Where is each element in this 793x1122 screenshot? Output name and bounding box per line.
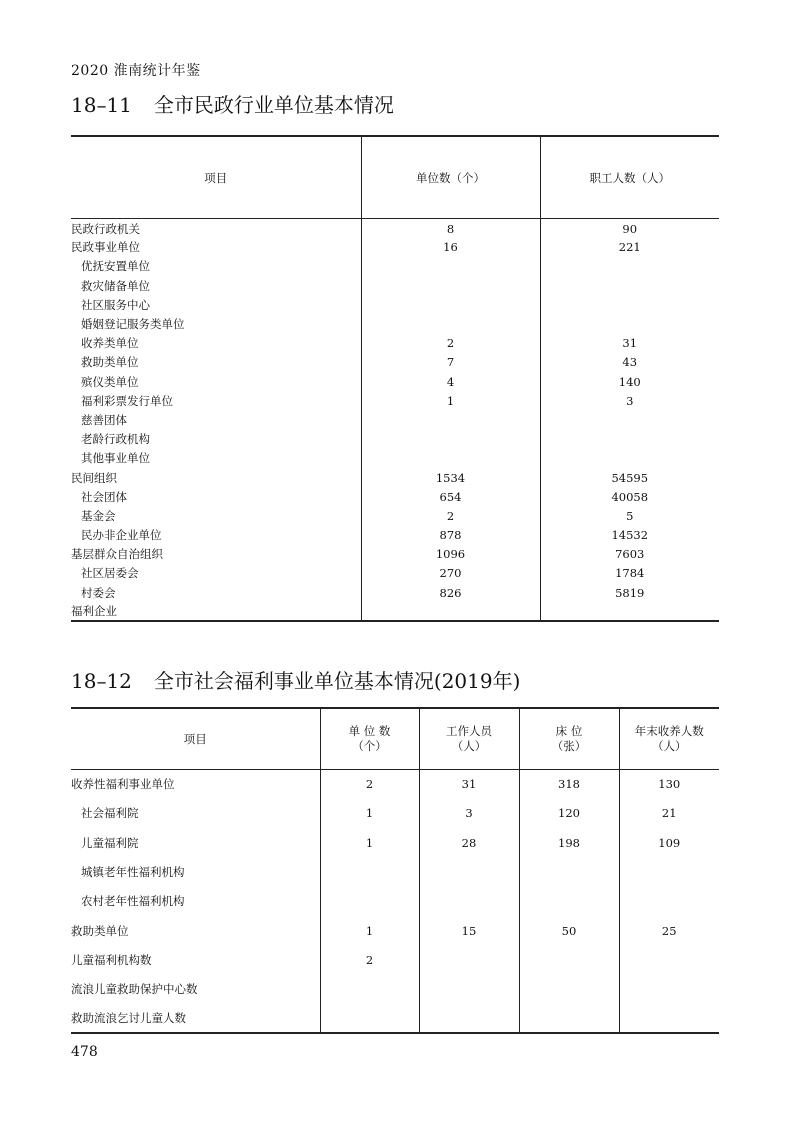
table2-header-item-line1: 项目: [183, 731, 207, 746]
beds-cell: [519, 1004, 619, 1033]
units-cell: [320, 975, 419, 1004]
row-label: 民间组织: [71, 470, 117, 485]
table2: [71, 707, 719, 1034]
staff-cell: 54595: [540, 468, 719, 487]
staff-cell: 14532: [540, 526, 719, 545]
units-cell: 2: [361, 334, 540, 353]
units-cell: [361, 430, 540, 449]
table1-row: [71, 353, 719, 372]
row-label: 社区居委会: [81, 566, 139, 581]
staff-cell: [419, 1004, 519, 1033]
staff-cell: 40058: [540, 487, 719, 506]
table1-title: [71, 89, 394, 118]
units-cell: [320, 1004, 419, 1033]
staff-cell: 28: [419, 828, 519, 857]
units-cell: 8: [361, 219, 540, 238]
row-label: 基层群众自治组织: [71, 547, 163, 562]
table2-header-units: [320, 708, 419, 770]
table1-row: [71, 295, 719, 314]
staff-cell: 5: [540, 506, 719, 525]
beds-cell: [519, 945, 619, 974]
row-label: 民政行政机关: [71, 222, 140, 237]
units-cell: 1: [320, 916, 419, 945]
units-cell: [361, 410, 540, 429]
units-cell: 1: [320, 828, 419, 857]
staff-cell: 221: [540, 238, 719, 257]
units-cell: 4: [361, 372, 540, 391]
residents-cell: [619, 1004, 719, 1033]
beds-cell: [519, 857, 619, 886]
beds-cell: [519, 975, 619, 1004]
staff-cell: 5819: [540, 583, 719, 602]
units-cell: 270: [361, 564, 540, 583]
staff-cell: [540, 410, 719, 429]
table2-body: [71, 770, 719, 1034]
staff-cell: [540, 314, 719, 333]
row-label: 流浪儿童救助保护中心数: [71, 982, 198, 997]
table1-header-item: 项目: [71, 136, 361, 219]
residents-cell: [619, 887, 719, 916]
table2-header-beds-line2: （张）: [551, 739, 587, 753]
staff-cell: 3: [419, 799, 519, 828]
row-label: 社区服务中心: [81, 297, 150, 312]
table1-row: [71, 219, 719, 238]
staff-cell: 3: [540, 391, 719, 410]
row-label: 儿童福利院: [81, 835, 139, 850]
row-label: 收养类单位: [81, 336, 139, 351]
table2-header-row: [71, 708, 719, 770]
residents-cell: [619, 945, 719, 974]
units-cell: [320, 887, 419, 916]
beds-cell: 120: [519, 799, 619, 828]
table1-row: [71, 545, 719, 564]
row-label: 救助流浪乞讨儿童人数: [71, 1011, 186, 1026]
row-label: 农村老年性福利机构: [81, 894, 185, 909]
table2-header-staff-line1: 工作人员: [446, 724, 492, 738]
staff-cell: 90: [540, 219, 719, 238]
table1-row: [71, 314, 719, 333]
row-label: 殡仪类单位: [81, 374, 139, 389]
row-label: 民政事业单位: [71, 240, 140, 255]
table2-row: [71, 916, 719, 945]
table1-row: [71, 526, 719, 545]
page-number: 478: [71, 1044, 98, 1060]
staff-cell: [419, 857, 519, 886]
units-cell: 1534: [361, 468, 540, 487]
table1: [71, 135, 719, 622]
table1-row: [71, 276, 719, 295]
table1-row: [71, 238, 719, 257]
residents-cell: 109: [619, 828, 719, 857]
units-cell: [320, 857, 419, 886]
row-label: 老龄行政机构: [81, 432, 150, 447]
table1-body: [71, 219, 719, 622]
table1-row: [71, 468, 719, 487]
staff-cell: [540, 276, 719, 295]
staff-cell: 15: [419, 916, 519, 945]
units-cell: 7: [361, 353, 540, 372]
row-label: 社会团体: [81, 489, 127, 504]
staff-cell: 31: [419, 770, 519, 799]
staff-cell: 140: [540, 372, 719, 391]
table2-header-units-line2: （个）: [352, 739, 387, 753]
table2-header-staff-line2: （人）: [451, 739, 487, 753]
table1-row: [71, 430, 719, 449]
table2-title-text: 全市社会福利事业单位基本情况(2019年): [153, 669, 521, 693]
table2-row: [71, 828, 719, 857]
row-label: 其他事业单位: [81, 451, 150, 466]
table2-header-residents: [619, 708, 719, 770]
units-cell: 2: [320, 945, 419, 974]
staff-cell: [540, 602, 719, 621]
row-label: 慈善团体: [81, 412, 127, 427]
table2-header-staff: [419, 708, 519, 770]
units-cell: 826: [361, 583, 540, 602]
table2-header-units-line1: 单 位 数: [348, 724, 391, 738]
table1-header-row: [71, 136, 719, 219]
staff-cell: 43: [540, 353, 719, 372]
table1-row: [71, 334, 719, 353]
table2-row: [71, 1004, 719, 1033]
staff-cell: [419, 975, 519, 1004]
units-cell: [361, 276, 540, 295]
staff-cell: [540, 449, 719, 468]
table2-row: [71, 770, 719, 799]
staff-cell: 31: [540, 334, 719, 353]
table2-row: [71, 799, 719, 828]
table2-row: [71, 945, 719, 974]
units-cell: 1: [320, 799, 419, 828]
units-cell: [361, 295, 540, 314]
table1-row: [71, 506, 719, 525]
table1-header-units: 单位数（个）: [361, 136, 540, 219]
table1-row: [71, 257, 719, 276]
units-cell: 2: [320, 770, 419, 799]
table1-row: [71, 410, 719, 429]
beds-cell: [519, 887, 619, 916]
beds-cell: 198: [519, 828, 619, 857]
running-head: 2020 淮南统计年鉴: [71, 63, 201, 79]
row-label: 儿童福利机构数: [71, 952, 152, 967]
table2-title: [71, 665, 520, 694]
table2-header-beds: [519, 708, 619, 770]
table1-row: [71, 564, 719, 583]
table2-row: [71, 887, 719, 916]
row-label: 优抚安置单位: [81, 259, 150, 274]
table2-row: [71, 975, 719, 1004]
beds-cell: 318: [519, 770, 619, 799]
residents-cell: 21: [619, 799, 719, 828]
units-cell: 2: [361, 506, 540, 525]
row-label: 福利企业: [71, 604, 117, 619]
row-label: 救助类单位: [81, 355, 139, 370]
staff-cell: 7603: [540, 545, 719, 564]
table1-row: [71, 487, 719, 506]
table1-row: [71, 372, 719, 391]
units-cell: 1: [361, 391, 540, 410]
row-label: 婚姻登记服务类单位: [81, 317, 185, 332]
residents-cell: [619, 975, 719, 1004]
beds-cell: 50: [519, 916, 619, 945]
staff-cell: [540, 295, 719, 314]
table1-row: [71, 602, 719, 621]
units-cell: 1096: [361, 545, 540, 564]
table2-row: [71, 857, 719, 886]
residents-cell: [619, 857, 719, 886]
table1-number: 18–11: [71, 93, 132, 117]
row-label: 城镇老年性福利机构: [81, 865, 185, 880]
row-label: 基金会: [81, 508, 116, 523]
row-label: 社会福利院: [81, 806, 139, 821]
table1-row: [71, 583, 719, 602]
residents-cell: 130: [619, 770, 719, 799]
table2-header-beds-line1: 床 位: [555, 724, 583, 738]
row-label: 民办非企业单位: [81, 528, 162, 543]
units-cell: 878: [361, 526, 540, 545]
row-label: 福利彩票发行单位: [81, 393, 173, 408]
row-label: 收养性福利事业单位: [71, 777, 175, 792]
table2-header-item: [71, 708, 320, 770]
row-label: 救助类单位: [71, 923, 129, 938]
staff-cell: [419, 887, 519, 916]
table2-number: 18–12: [71, 669, 132, 693]
table1-title-text: 全市民政行业单位基本情况: [153, 93, 394, 117]
units-cell: [361, 257, 540, 276]
staff-cell: [540, 430, 719, 449]
units-cell: 16: [361, 238, 540, 257]
table2-header-residents-line2: （人）: [652, 739, 687, 753]
row-label: 村委会: [81, 585, 116, 600]
units-cell: [361, 314, 540, 333]
units-cell: 654: [361, 487, 540, 506]
staff-cell: [540, 257, 719, 276]
table1-row: [71, 391, 719, 410]
table1-header-staff: 职工人数（人）: [540, 136, 719, 219]
units-cell: [361, 602, 540, 621]
residents-cell: 25: [619, 916, 719, 945]
units-cell: [361, 449, 540, 468]
row-label: 救灾储备单位: [81, 278, 150, 293]
staff-cell: [419, 945, 519, 974]
table2-header-residents-line1: 年末收养人数: [634, 724, 704, 738]
staff-cell: 1784: [540, 564, 719, 583]
table1-row: [71, 449, 719, 468]
